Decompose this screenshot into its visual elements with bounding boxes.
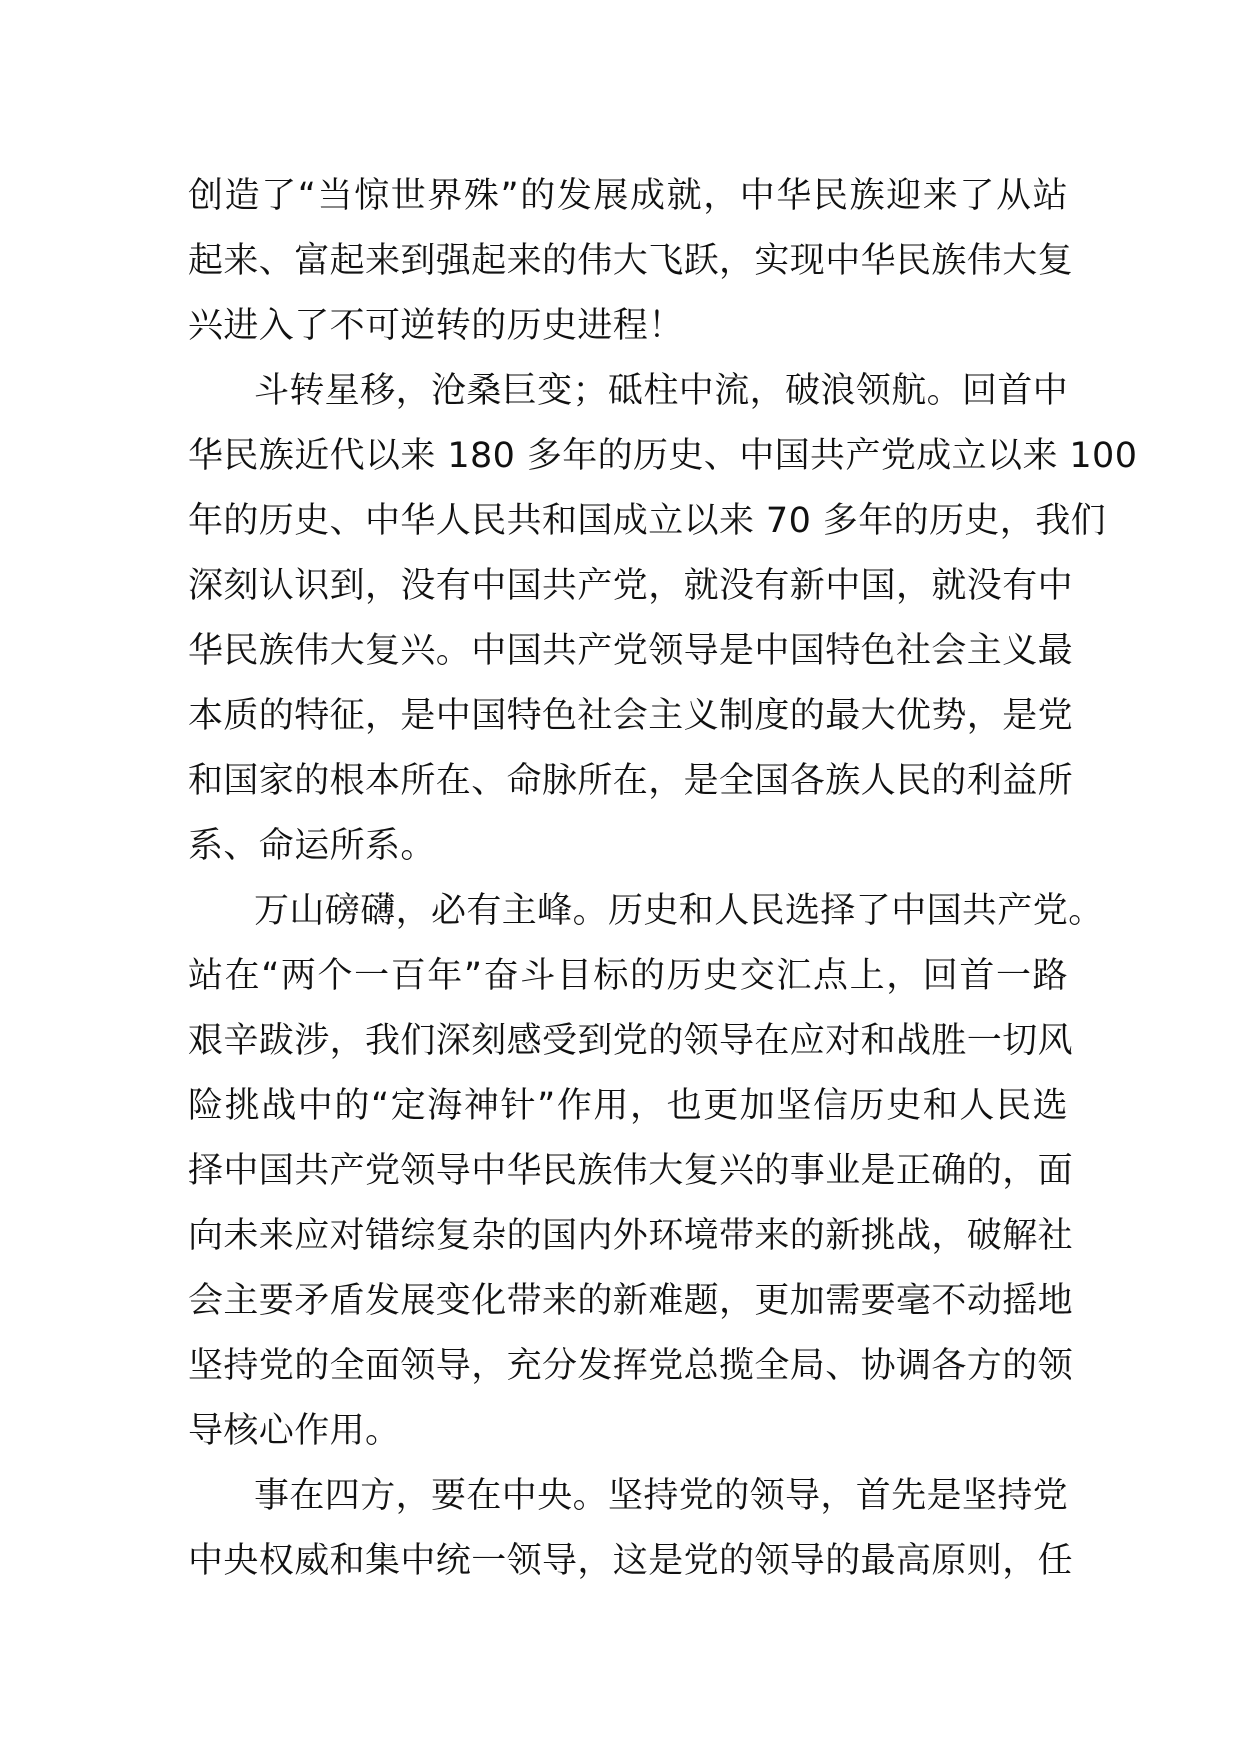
text-line: 导核心作用。 xyxy=(188,1411,401,1451)
paragraph-first-line: 事在四方，要在中央。坚持党的领导，首先是坚持党 xyxy=(254,1476,1069,1516)
text-line: 会主要矛盾发展变化带来的新难题，更加需要毫不动摇地 xyxy=(188,1281,1074,1321)
text-line: 和国家的根本所在、命脉所在，是全国各族人民的利益所 xyxy=(188,761,1074,801)
text-line: 华民族伟大复兴。中国共产党领导是中国特色社会主义最 xyxy=(188,631,1074,671)
text-line: 创造了“当惊世界殊”的发展成就，中华民族迎来了从站 xyxy=(188,176,1068,216)
text-line: 择中国共产党领导中华民族伟大复兴的事业是正确的，面 xyxy=(188,1151,1074,1191)
text-line: 华民族近代以来 180 多年的历史、中国共产党成立以来 100 xyxy=(188,436,1138,476)
body-text xyxy=(188,164,1138,1594)
text-line: 险挑战中的“定海神针”作用，也更加坚信历史和人民选 xyxy=(188,1086,1068,1126)
text-line: 兴进入了不可逆转的历史进程！ xyxy=(188,306,684,346)
text-line: 中央权威和集中统一领导，这是党的领导的最高原则，任 xyxy=(188,1541,1074,1581)
text-line: 本质的特征，是中国特色社会主义制度的最大优势，是党 xyxy=(188,696,1074,736)
text-line: 起来、富起来到强起来的伟大飞跃，实现中华民族伟大复 xyxy=(188,241,1074,281)
text-line: 系、命运所系。 xyxy=(188,826,436,866)
paragraph-first-line: 斗转星移，沧桑巨变；砥柱中流，破浪领航。回首中 xyxy=(254,371,1069,411)
text-line: 年的历史、中华人民共和国成立以来 70 多年的历史，我们 xyxy=(188,501,1106,541)
text-line: 站在“两个一百年”奋斗目标的历史交汇点上，回首一路 xyxy=(188,956,1068,996)
paragraph-first-line: 万山磅礴，必有主峰。历史和人民选择了中国共产党。 xyxy=(254,891,1104,931)
text-line: 向未来应对错综复杂的国内外环境带来的新挑战，破解社 xyxy=(188,1216,1074,1256)
text-line: 艰辛跋涉，我们深刻感受到党的领导在应对和战胜一切风 xyxy=(188,1021,1074,1061)
text-line: 坚持党的全面领导，充分发挥党总揽全局、协调各方的领 xyxy=(188,1346,1074,1386)
text-line: 深刻认识到，没有中国共产党，就没有新中国，就没有中 xyxy=(188,566,1074,606)
